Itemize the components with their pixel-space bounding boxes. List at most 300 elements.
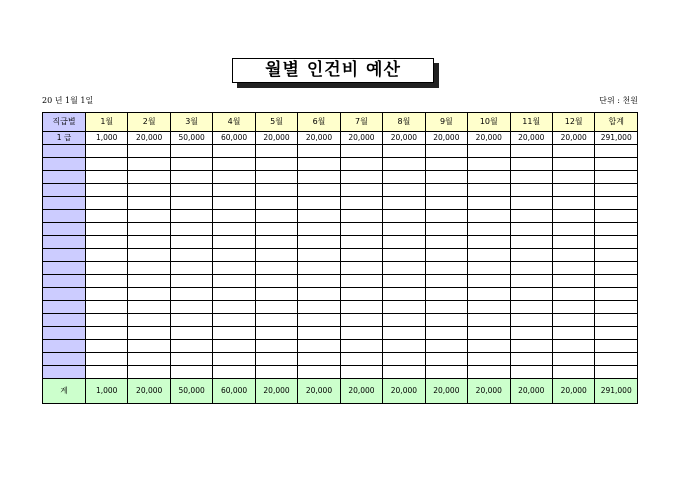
- table-row-cell: [298, 314, 340, 327]
- table-row-cell: [86, 366, 128, 379]
- table-row-cell: [468, 262, 510, 275]
- table-total-row-cell: 20,000: [552, 379, 594, 404]
- table-row-cell: [510, 340, 552, 353]
- page-title: 월별 인건비 예산: [232, 58, 434, 83]
- table-row-cell: [213, 288, 255, 301]
- table-row-cell: [510, 171, 552, 184]
- table-row-cell: [425, 184, 467, 197]
- table-row-cell: [170, 197, 212, 210]
- table-row-cell: 50,000: [170, 132, 212, 145]
- table-row-cell: [383, 171, 425, 184]
- table-row-cell: [468, 184, 510, 197]
- table-row-cell: [86, 262, 128, 275]
- table-row-cell: [213, 327, 255, 340]
- table-row-cell: [510, 249, 552, 262]
- table-row: [43, 275, 638, 288]
- table-row-cell: [255, 184, 297, 197]
- table-row-cell: [43, 366, 86, 379]
- table-row-cell: [298, 223, 340, 236]
- table-row-cell: [128, 314, 170, 327]
- table-row-cell: [383, 223, 425, 236]
- table-row-cell: [468, 158, 510, 171]
- table-header-row-cell: 4월: [213, 113, 255, 132]
- table-row-cell: [383, 353, 425, 366]
- table-row-cell: [43, 327, 86, 340]
- table-row-cell: [128, 275, 170, 288]
- table-row-cell: [468, 366, 510, 379]
- table-row-cell: [255, 340, 297, 353]
- table-row-cell: [170, 145, 212, 158]
- table-row-cell: [552, 158, 594, 171]
- table-row-cell: 20,000: [383, 132, 425, 145]
- table-row-cell: [552, 340, 594, 353]
- table-row-cell: [255, 197, 297, 210]
- table-row-cell: [595, 145, 638, 158]
- table-row-cell: [383, 327, 425, 340]
- table-row-cell: [468, 145, 510, 158]
- table-row-cell: [298, 340, 340, 353]
- table-row-cell: [425, 236, 467, 249]
- table-row-cell: [552, 223, 594, 236]
- table-row-cell: [340, 171, 382, 184]
- table-row-cell: [468, 275, 510, 288]
- table-row-cell: [255, 158, 297, 171]
- table-total-row-cell: 20,000: [298, 379, 340, 404]
- table-row-cell: [128, 197, 170, 210]
- table-row-cell: [170, 327, 212, 340]
- table-row-cell: [552, 145, 594, 158]
- table-row-cell: [298, 210, 340, 223]
- table-row-cell: [595, 210, 638, 223]
- table-total-row-cell: 1,000: [86, 379, 128, 404]
- table-row-cell: [213, 340, 255, 353]
- table-row-cell: [86, 275, 128, 288]
- table-row-cell: [255, 210, 297, 223]
- table-row-cell: [128, 145, 170, 158]
- table-row-cell: [510, 223, 552, 236]
- table-row-cell: [86, 158, 128, 171]
- table-row-cell: [86, 314, 128, 327]
- table-row-cell: [340, 262, 382, 275]
- table-row-cell: [468, 171, 510, 184]
- table-row-cell: [552, 210, 594, 223]
- table-row-cell: [86, 288, 128, 301]
- table-row-cell: [425, 210, 467, 223]
- table-header-row-cell: 3월: [170, 113, 212, 132]
- table-row-cell: [425, 301, 467, 314]
- table-row-cell: [43, 236, 86, 249]
- table-row-cell: 1 급: [43, 132, 86, 145]
- date-label: 20 년 1월 1일: [42, 96, 94, 105]
- table-row-cell: [170, 158, 212, 171]
- table-row-cell: [128, 340, 170, 353]
- table-row-cell: [170, 366, 212, 379]
- table-row-cell: [86, 353, 128, 366]
- table-row: [43, 327, 638, 340]
- table-row-cell: [128, 158, 170, 171]
- table-row: [43, 314, 638, 327]
- table-row-cell: [383, 262, 425, 275]
- table-row-cell: [255, 301, 297, 314]
- table-row-cell: [128, 301, 170, 314]
- table-row-cell: [128, 223, 170, 236]
- table-row-cell: [340, 184, 382, 197]
- table-row-cell: [43, 223, 86, 236]
- table-total-row-cell: 20,000: [468, 379, 510, 404]
- table-row-cell: [340, 327, 382, 340]
- table-total-row-cell: 20,000: [383, 379, 425, 404]
- table-row-cell: [43, 275, 86, 288]
- table-row-cell: [43, 301, 86, 314]
- table-row-cell: [468, 353, 510, 366]
- table-row-cell: [552, 197, 594, 210]
- table-row-cell: [170, 353, 212, 366]
- table-row-cell: [468, 197, 510, 210]
- table-row-cell: 20,000: [128, 132, 170, 145]
- table-row-cell: [510, 275, 552, 288]
- table-row-cell: [595, 171, 638, 184]
- table-header-row-cell: 9월: [425, 113, 467, 132]
- table-row-cell: [43, 171, 86, 184]
- table-row-cell: [86, 249, 128, 262]
- table-row-cell: [383, 210, 425, 223]
- table-row-cell: [128, 288, 170, 301]
- table-row: [43, 158, 638, 171]
- table-row: [43, 340, 638, 353]
- table-row-cell: [425, 145, 467, 158]
- table-row-cell: [255, 145, 297, 158]
- table-row-cell: [43, 210, 86, 223]
- table-row-cell: [595, 288, 638, 301]
- table-row-cell: [383, 275, 425, 288]
- table-header-row: [43, 113, 638, 132]
- table-row-cell: [510, 262, 552, 275]
- table-row-cell: [340, 197, 382, 210]
- table-row-cell: [213, 210, 255, 223]
- table-row-cell: [213, 184, 255, 197]
- table-row-cell: [468, 314, 510, 327]
- table-row-cell: [425, 275, 467, 288]
- table-row-cell: [340, 249, 382, 262]
- table-row-cell: [213, 353, 255, 366]
- table-header-row-cell: 합계: [595, 113, 638, 132]
- table-row: [43, 145, 638, 158]
- table-row-cell: [340, 314, 382, 327]
- table-row-cell: [128, 262, 170, 275]
- table-row-cell: [255, 288, 297, 301]
- table-row: [43, 223, 638, 236]
- table-row-cell: [383, 288, 425, 301]
- table-row-cell: [170, 184, 212, 197]
- table-total-row-cell: 291,000: [595, 379, 638, 404]
- table-row-cell: [552, 275, 594, 288]
- table-total-row-cell: 20,000: [255, 379, 297, 404]
- table-row: [43, 353, 638, 366]
- table-row-cell: [468, 288, 510, 301]
- table-row-cell: [298, 171, 340, 184]
- table-row-cell: [298, 197, 340, 210]
- table-row-cell: [552, 301, 594, 314]
- table-row-cell: [552, 366, 594, 379]
- table-row-cell: [43, 184, 86, 197]
- table-row-cell: [86, 210, 128, 223]
- table-row-cell: [255, 366, 297, 379]
- table-row-cell: [213, 366, 255, 379]
- table-header-row-cell: 1월: [86, 113, 128, 132]
- table-row-cell: [128, 171, 170, 184]
- table-row-cell: [425, 353, 467, 366]
- table-row-cell: [255, 236, 297, 249]
- table-row-cell: [86, 145, 128, 158]
- table-row-cell: [128, 249, 170, 262]
- table-row-cell: [425, 249, 467, 262]
- table-header-row-cell: 10월: [468, 113, 510, 132]
- table-row-cell: [43, 340, 86, 353]
- table-row: [43, 236, 638, 249]
- table-row-cell: [213, 262, 255, 275]
- table-row-cell: [255, 327, 297, 340]
- table-row-cell: [595, 158, 638, 171]
- table-row-cell: [128, 327, 170, 340]
- table-row-cell: [510, 353, 552, 366]
- table-row-cell: [552, 262, 594, 275]
- table-row-cell: 60,000: [213, 132, 255, 145]
- table-row-cell: [86, 197, 128, 210]
- table-row-cell: [170, 249, 212, 262]
- table-row-cell: [468, 340, 510, 353]
- table-row-cell: 20,000: [340, 132, 382, 145]
- table-row-cell: [383, 314, 425, 327]
- table-row-cell: [170, 275, 212, 288]
- table-total-row-cell: 20,000: [128, 379, 170, 404]
- table-row-cell: 20,000: [468, 132, 510, 145]
- table-row-cell: [595, 197, 638, 210]
- table-total-row-cell: 50,000: [170, 379, 212, 404]
- table-row-cell: [383, 301, 425, 314]
- table-row-cell: 291,000: [595, 132, 638, 145]
- table-row: [43, 197, 638, 210]
- table-row-cell: [255, 249, 297, 262]
- table-row-cell: [383, 249, 425, 262]
- table-row-cell: 20,000: [552, 132, 594, 145]
- table-row-cell: [425, 158, 467, 171]
- table-total-row-cell: 60,000: [213, 379, 255, 404]
- table-row-cell: [595, 262, 638, 275]
- table-row-cell: [128, 184, 170, 197]
- table-row-cell: [298, 288, 340, 301]
- table-row-cell: [340, 288, 382, 301]
- table-row-cell: [425, 262, 467, 275]
- table-row-cell: [170, 236, 212, 249]
- table-row-cell: [552, 288, 594, 301]
- table-row-cell: [595, 353, 638, 366]
- table-row: [43, 249, 638, 262]
- table-total-row-cell: 계: [43, 379, 86, 404]
- table-row-cell: [595, 236, 638, 249]
- table-row-cell: [170, 171, 212, 184]
- table-row-cell: [468, 223, 510, 236]
- table-row-cell: [213, 301, 255, 314]
- table-row-cell: [340, 145, 382, 158]
- table-row-cell: [383, 197, 425, 210]
- table-row-cell: [595, 184, 638, 197]
- table-row-cell: [298, 145, 340, 158]
- table-row-cell: [425, 340, 467, 353]
- table-header-row-cell: 직급별: [43, 113, 86, 132]
- table-row-cell: [43, 353, 86, 366]
- budget-table: [42, 112, 638, 404]
- table-row-cell: [298, 262, 340, 275]
- table-row-cell: [510, 158, 552, 171]
- table-row-cell: [340, 353, 382, 366]
- table-row-cell: [552, 184, 594, 197]
- table-row-cell: [298, 249, 340, 262]
- table-row-cell: [595, 327, 638, 340]
- table-row-cell: [552, 327, 594, 340]
- table-row-cell: 1,000: [86, 132, 128, 145]
- table-header-row-cell: 5월: [255, 113, 297, 132]
- table-total-row-cell: 20,000: [510, 379, 552, 404]
- table-row-cell: [298, 236, 340, 249]
- table-row-cell: [255, 223, 297, 236]
- table-row-cell: [43, 314, 86, 327]
- table-row-cell: [510, 236, 552, 249]
- table-row-cell: [425, 171, 467, 184]
- table-header-row-cell: 11월: [510, 113, 552, 132]
- table-row-cell: [298, 301, 340, 314]
- table-row: [43, 262, 638, 275]
- table-row-cell: [298, 353, 340, 366]
- table-row-cell: [86, 340, 128, 353]
- table-row-cell: [298, 158, 340, 171]
- table-row-cell: [43, 158, 86, 171]
- table-row-cell: [86, 301, 128, 314]
- table-row-cell: [595, 301, 638, 314]
- table-row-cell: [128, 353, 170, 366]
- table-row-cell: [425, 327, 467, 340]
- table-row-cell: [340, 340, 382, 353]
- table-row-cell: [510, 301, 552, 314]
- table-row-cell: [298, 327, 340, 340]
- table-row-cell: [255, 171, 297, 184]
- table-row-cell: [595, 223, 638, 236]
- table-row-cell: 20,000: [298, 132, 340, 145]
- table-row-cell: [43, 197, 86, 210]
- table-total-row: [43, 379, 638, 404]
- table-row-cell: [340, 366, 382, 379]
- table-row-cell: [255, 353, 297, 366]
- table-row-cell: [425, 366, 467, 379]
- table-row-cell: [552, 353, 594, 366]
- table-header-row-cell: 8월: [383, 113, 425, 132]
- table-row-cell: [128, 236, 170, 249]
- table-row: [43, 210, 638, 223]
- table-row-cell: [43, 262, 86, 275]
- table-row-cell: [86, 327, 128, 340]
- table-row-cell: [468, 210, 510, 223]
- table-row-cell: [595, 275, 638, 288]
- table-row-cell: [86, 171, 128, 184]
- table-row-cell: [340, 275, 382, 288]
- table-row: [43, 288, 638, 301]
- table-row-cell: [43, 249, 86, 262]
- table-header-row-cell: 7월: [340, 113, 382, 132]
- table-row-cell: [552, 314, 594, 327]
- table-row-cell: 20,000: [255, 132, 297, 145]
- table-row-cell: [170, 314, 212, 327]
- table-row-cell: [86, 236, 128, 249]
- table-row-cell: [298, 366, 340, 379]
- table-row-cell: [383, 366, 425, 379]
- table-row-cell: [170, 340, 212, 353]
- table-row-cell: [86, 184, 128, 197]
- table-row-cell: [383, 158, 425, 171]
- table-row-cell: [552, 236, 594, 249]
- table-row-cell: [255, 314, 297, 327]
- table-header-row-cell: 12월: [552, 113, 594, 132]
- table-row-cell: [213, 314, 255, 327]
- table-row-cell: [425, 223, 467, 236]
- table-row-cell: [213, 249, 255, 262]
- table-row-cell: [170, 301, 212, 314]
- table-row: [43, 301, 638, 314]
- table-row-cell: [170, 288, 212, 301]
- table-row-cell: [510, 288, 552, 301]
- table-row-cell: 20,000: [510, 132, 552, 145]
- table-row: [43, 366, 638, 379]
- table-row-cell: [298, 184, 340, 197]
- table-row: [43, 184, 638, 197]
- table-row-cell: [255, 275, 297, 288]
- table-row-cell: [595, 249, 638, 262]
- table-row-cell: [468, 249, 510, 262]
- table-row-cell: [213, 171, 255, 184]
- table-row-cell: [468, 236, 510, 249]
- table-row-cell: [213, 275, 255, 288]
- unit-label: 단위 : 천원: [599, 96, 638, 105]
- table-row-cell: [213, 145, 255, 158]
- table-row-cell: [170, 210, 212, 223]
- table-row-cell: [552, 249, 594, 262]
- table-row-cell: [128, 366, 170, 379]
- table-row-cell: [383, 236, 425, 249]
- table-row-cell: [255, 262, 297, 275]
- table-header-row-cell: 6월: [298, 113, 340, 132]
- table-row-cell: [383, 145, 425, 158]
- table-row-cell: [595, 340, 638, 353]
- table-row-cell: [298, 275, 340, 288]
- table-row-cell: [86, 223, 128, 236]
- table-row-cell: [340, 236, 382, 249]
- table-header-row-cell: 2월: [128, 113, 170, 132]
- table-row-cell: [595, 366, 638, 379]
- table-row-cell: [510, 366, 552, 379]
- table-row-cell: [340, 158, 382, 171]
- table-row-cell: [340, 210, 382, 223]
- table-row-cell: [383, 340, 425, 353]
- table-row-cell: [510, 184, 552, 197]
- title-box: [232, 58, 434, 83]
- table-row-cell: [170, 262, 212, 275]
- table-row-cell: [510, 145, 552, 158]
- table-row-cell: [425, 197, 467, 210]
- table-row-cell: [510, 197, 552, 210]
- table-row-cell: [468, 327, 510, 340]
- table-row-cell: [510, 327, 552, 340]
- table-row-cell: [213, 223, 255, 236]
- table-row-cell: [510, 210, 552, 223]
- table-row-cell: [43, 145, 86, 158]
